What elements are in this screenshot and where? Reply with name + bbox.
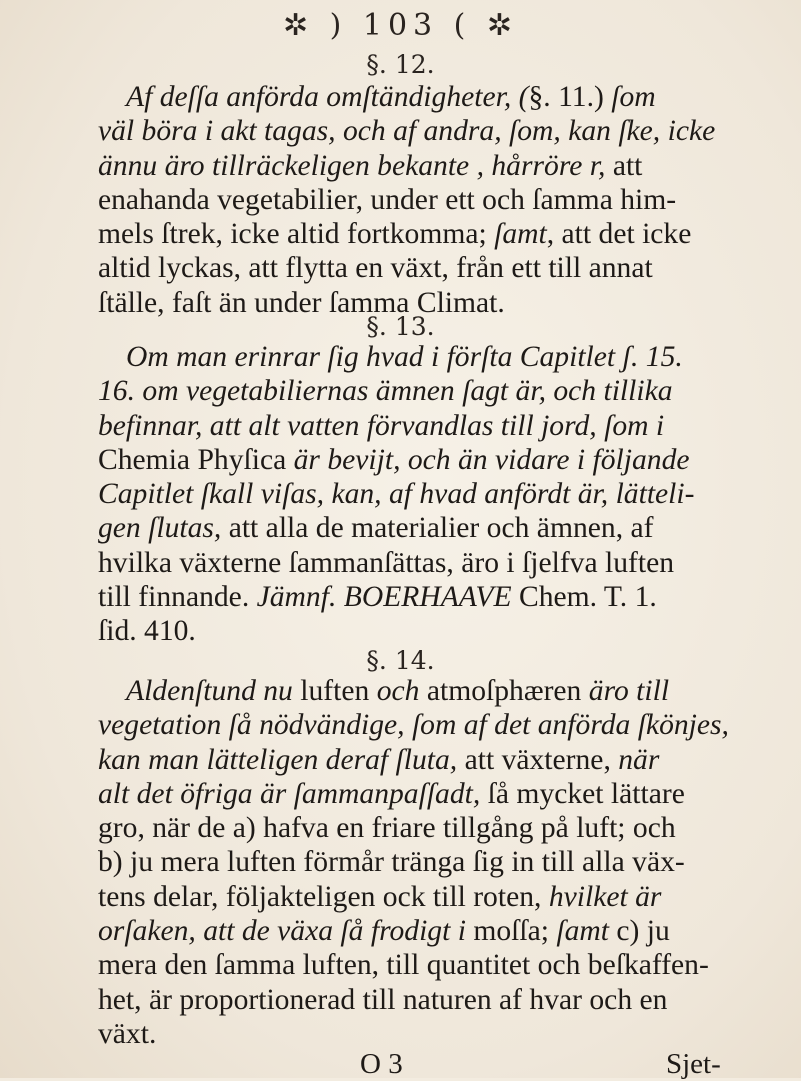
section-number-12: §. 12. [366,50,435,79]
text-segment: atmoſphæren [426,675,589,707]
text-segment: alt det öfriga är ſammanpaſſadt, [98,777,488,810]
text-line [98,983,738,1017]
text-line [98,546,738,580]
text-line [98,880,738,914]
text-segment: och [376,675,427,707]
text-segment: väl böra i akt tagas, och af andra, ſom, kan ſke, icke [98,115,716,148]
text-segment: att växterne, [464,743,619,776]
text-line [98,708,738,742]
text-segment: §. 11.) [528,81,612,113]
text-line [98,1017,738,1051]
text-line [98,374,738,408]
text-segment: ʃ. 15. [622,341,683,373]
text-segment: tens delar, följakteligen ock till roten, [98,880,549,913]
text-segment: het, är proportionerad till naturen af hvar och en [98,983,668,1016]
text-segment: att alla de materialier och ämnen, af [228,512,654,545]
text-segment: kan man lätteligen deraf ſluta, [98,743,465,776]
text-segment: Chemia Phyſica [98,443,294,476]
page-footer [0,1048,801,1080]
text-segment: luften [300,675,377,707]
text-line [98,811,738,845]
text-segment: moſſa; [473,915,557,948]
text-segment: altid lyckas, att flytta en växt, från ett till annat [98,252,653,285]
text-segment: till finnande. [98,581,257,614]
text-line [98,743,738,777]
section-number-14: §. 14. [366,646,435,675]
text-line [98,777,738,811]
section-number-13: §. 13. [366,312,435,341]
text-segment: att [612,149,643,182]
text-segment: , att det icke [546,218,692,251]
paragraph-14 [98,674,738,1051]
text-segment: Capitlet ſkall viſas, kan, af hvad anfördt är, lätteli- [98,478,695,511]
text-segment: ſom [611,81,656,113]
text-segment: b) ju mera luften förmår tränga ſig in till alla väx- [98,846,685,879]
text-line [98,217,738,251]
text-line [98,114,738,148]
text-line [98,409,738,443]
text-line [98,914,738,948]
text-segment: Jämnf. BOERHAAVE [256,581,519,614]
catchword: Sjet- [666,1048,721,1080]
text-segment: Af deſſa anförda omſtändigheter, ( [126,81,529,113]
text-segment: mels ſtrek, icke altid fortkomma; [98,218,495,251]
text-segment: ännu äro tillräckeligen bekante , hårröre r, [98,149,613,182]
text-segment: vegetation ſå nödvändige, ſom af det anförda ſkönjes, [98,709,729,742]
text-segment: gen ſlutas, [98,512,229,545]
text-line [98,443,738,477]
paragraph-13 [98,340,738,649]
text-segment: Aldenſtund nu [126,675,301,707]
text-segment: är bevijt, och än vidare i följande [293,443,690,476]
text-segment: Chem. T. 1. [518,581,657,614]
text-segment: äro till [588,675,670,707]
text-line [98,580,738,614]
text-line [98,948,738,982]
text-line [98,80,738,114]
text-line [98,674,738,708]
text-line [98,511,738,545]
text-line [98,251,738,285]
text-segment: Om man erinrar ſig hvad i förſta Capitlet [126,341,623,373]
text-line [98,614,738,648]
text-segment: mera den ſamma luften, till quantitet och beſkaffen- [98,949,709,982]
page-header: ✲ ) 103 ( ✲ [282,8,519,43]
signature-mark: O 3 [360,1048,403,1080]
text-line [98,340,738,374]
text-segment: gro, när de a) hafva en friare tillgång på luft; och [98,812,676,845]
text-line [98,845,738,879]
text-segment: ſid. 410. [98,615,196,648]
text-segment: c) ju [616,915,670,948]
text-segment: ſå mycket lättare [487,777,685,810]
text-segment: växt. [98,1017,157,1050]
paragraph-12 [98,80,738,320]
text-segment: hvilket är [548,880,662,913]
text-segment: hvilka växterne ſammanſättas, äro i ſjelfva luften [98,546,675,579]
text-segment: befinnar, att alt vatten förvandlas till jord, ſom i [98,409,665,442]
text-segment: orſaken, att de växa ſå frodigt i [98,915,474,948]
text-segment: ſamt [556,915,617,948]
text-segment: ſamt [494,218,547,251]
text-line [98,149,738,183]
text-line [98,183,738,217]
text-segment: när [618,743,660,776]
text-segment: enahanda vegetabilier, under ett och ſamma him- [98,183,677,216]
text-segment: ſtälle, faſt än under ſamma Climat. [98,286,505,319]
text-line [98,477,738,511]
text-segment: 16. om vegetabiliernas ämnen ſagt är, och tillika [98,375,673,408]
